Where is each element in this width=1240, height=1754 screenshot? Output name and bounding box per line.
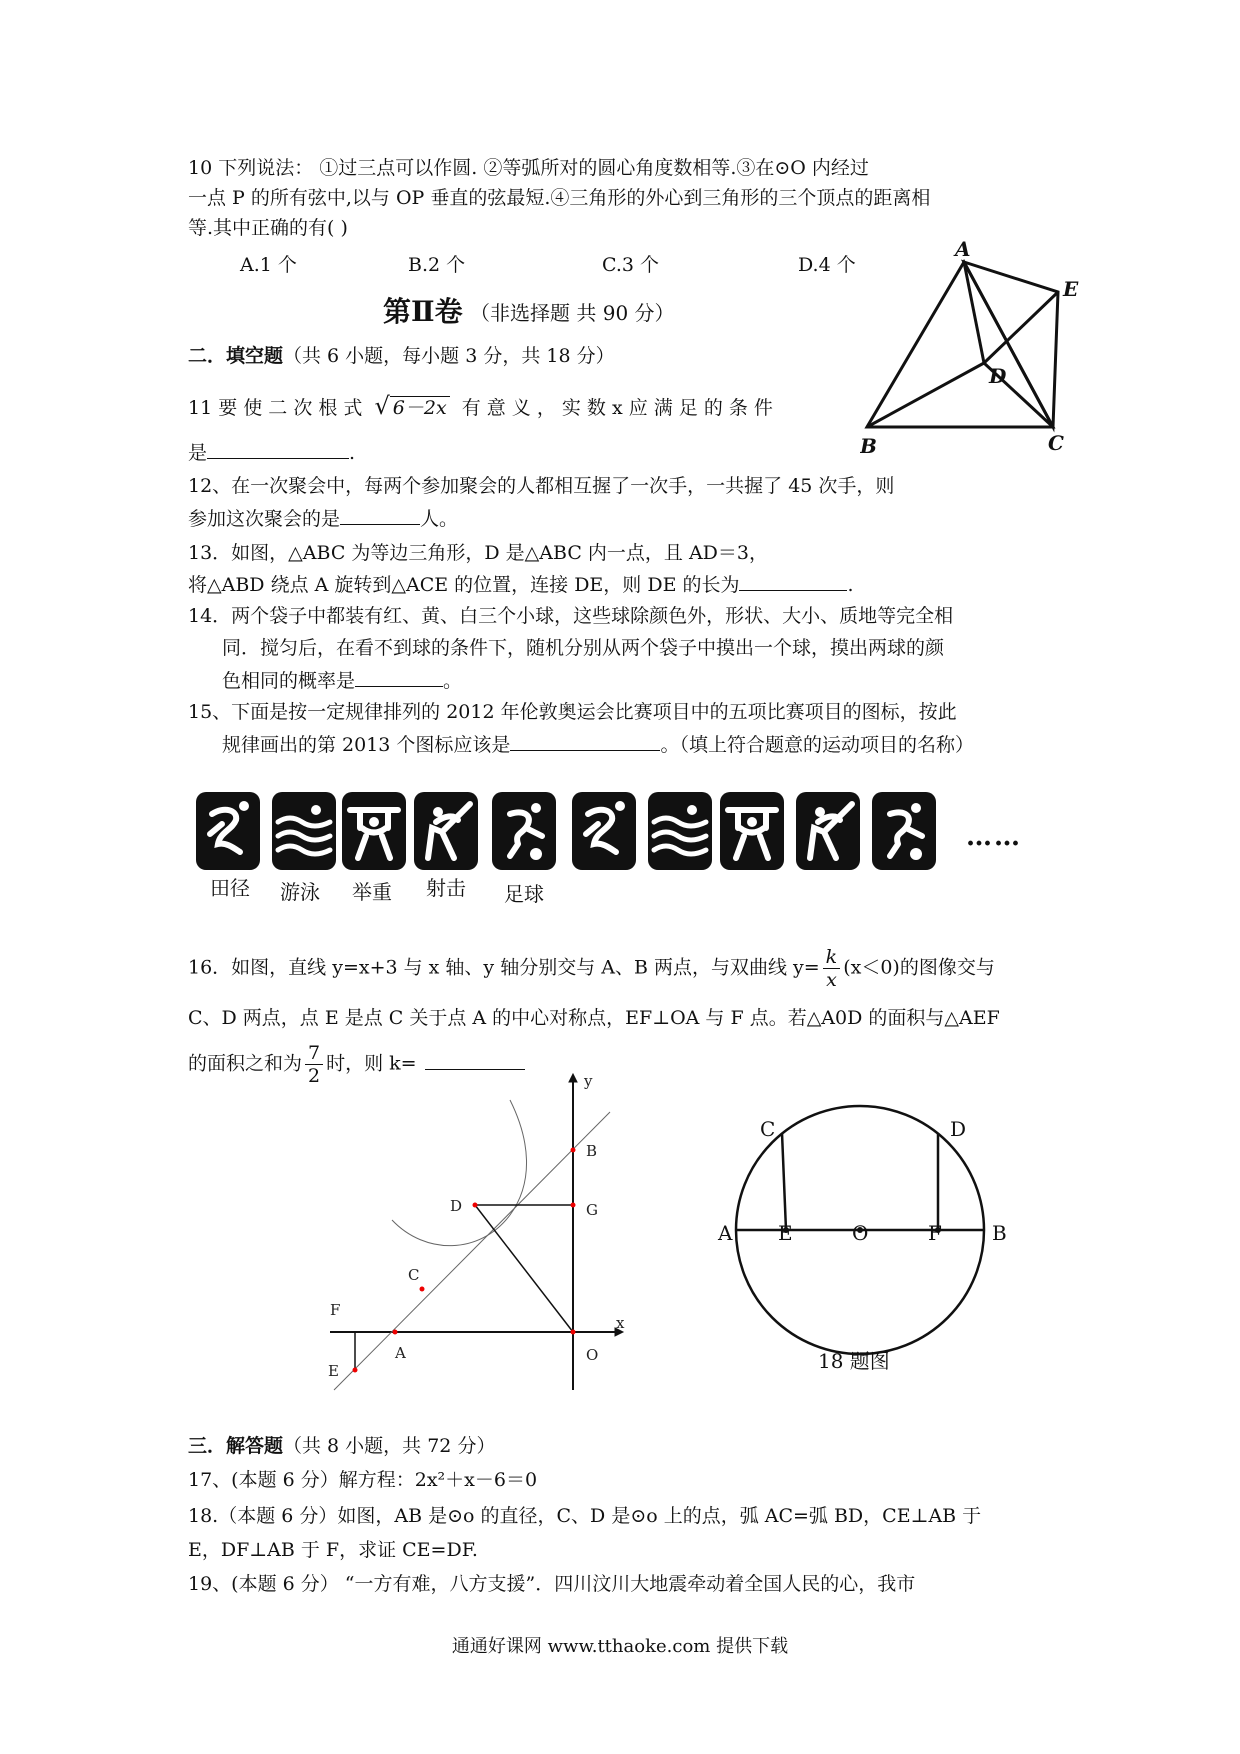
q12-line2-b: 人。	[420, 508, 459, 530]
q10-option-d: D.4 个	[798, 254, 856, 276]
segment-do	[475, 1205, 573, 1332]
q14-line-3	[222, 666, 462, 695]
q18-line-2: E，DF⊥AB 于 F，求证 CE=DF.	[188, 1539, 478, 1561]
fig13-label-d: D	[989, 364, 1007, 388]
swimming-icon	[272, 792, 336, 870]
q12-line-2	[188, 504, 458, 533]
point-c	[420, 1287, 425, 1292]
fig13-label-e: E	[1063, 277, 1079, 301]
q18-line-1: 18.（本题 6 分）如图，AB 是⊙o 的直径，C、D 是⊙o 上的点，弧 AC=弧 BD，CE⊥AB 于	[188, 1505, 982, 1527]
figure-18	[710, 1100, 1020, 1400]
q11-radical: √ 6－2x	[374, 392, 449, 422]
q15-line2-a: 规律画出的第 2013 个图标应该是	[222, 734, 511, 756]
answer-section-heading	[188, 1432, 495, 1460]
fig16-label-e: E	[328, 1362, 339, 1380]
q11-end: .	[349, 442, 356, 464]
q13-answer-blank[interactable]	[739, 570, 847, 591]
q10-line-2: 一点 P 的所有弦中,以与 OP 垂直的弦最短.④三角形的外心到三角形的三个顶点的距离相	[188, 187, 931, 209]
q14-answer-blank[interactable]	[355, 666, 443, 687]
fig18-label-o: O	[852, 1221, 869, 1245]
q12-line-1: 12、在一次聚会中，每两个参加聚会的人都相互握了一次手，一共握了 45 次手，则	[188, 475, 895, 497]
q16-fraction-k-over-x	[823, 946, 841, 991]
label-weightlifting: 举重	[352, 880, 392, 904]
q11-text-a: 11 要 使 二 次 根 式	[188, 397, 363, 419]
triangle-ace	[964, 262, 1058, 427]
q13-line2-a: 将△ABD 绕点 A 旋转到△ACE 的位置，连接 DE，则 DE 的长为	[188, 574, 740, 596]
q14-line3-a: 色相同的概率是	[222, 670, 356, 692]
q11-radicand: 6－2x	[390, 396, 450, 419]
q11-answer-blank[interactable]	[207, 438, 349, 459]
q15-line-1: 15、下面是按一定规律排列的 2012 年伦敦奥运会比赛项目中的五项比赛项目的图标，按此	[188, 701, 957, 723]
q11-line2-text: 是	[188, 442, 208, 464]
fig16-label-f: F	[330, 1301, 341, 1319]
fig18-label-e: E	[778, 1221, 793, 1245]
point-o	[571, 1330, 576, 1335]
q16-answer-blank[interactable]	[425, 1049, 525, 1070]
q15-line-2	[222, 730, 974, 759]
figure-16	[320, 1070, 650, 1400]
fill-section-heading	[188, 342, 615, 370]
q16-line1-a: 16．如图，直线 y=x+3 与 x 轴、y 轴分别交与 A、B 两点，与双曲线 y=	[188, 956, 820, 979]
fig13-label-c: C	[1048, 431, 1064, 455]
segment-de	[984, 292, 1058, 363]
fig18-label-f: F	[928, 1221, 942, 1245]
q16-line3-a: 的面积之和为	[188, 1052, 303, 1075]
page-footer: 通通好课网 www.tthaoke.com 提供下载	[451, 1636, 789, 1657]
football-icon-2	[872, 792, 936, 870]
point-d	[473, 1203, 478, 1208]
q13-line-1: 13．如图，△ABC 为等边三角形，D 是△ABC 内一点，且 AD＝3，	[188, 542, 768, 564]
q16-line-2: C、D 两点，点 E 是点 C 关于点 A 的中心对称点，EF⊥OA 与 F 点。若△A0D 的面积与△AEF	[188, 1007, 1000, 1029]
q16-frac2-num: 7	[305, 1042, 323, 1065]
fig16-label-g: G	[586, 1201, 598, 1219]
section2-subtitle: （非选择题 共 90 分）	[470, 301, 675, 325]
q16-line1-b: (x＜0)的图像交与	[843, 956, 995, 979]
shooting-icon-2	[796, 792, 860, 870]
fig16-label-x: x	[616, 1314, 625, 1332]
q16-frac-den: x	[826, 969, 837, 991]
section3-heading: 三．解答题	[188, 1435, 284, 1457]
swimming-icon-2	[648, 792, 712, 870]
y-axis-arrow	[569, 1074, 577, 1082]
q16-line-1	[188, 946, 995, 991]
q16-frac2-den: 2	[308, 1065, 321, 1087]
fig13-label-a: A	[955, 240, 971, 261]
q12-line2-a: 参加这次聚会的是	[188, 508, 341, 530]
q14-line3-b: 。	[443, 670, 463, 692]
q10-option-c: C.3 个	[602, 254, 660, 276]
q10-line-3: 等.其中正确的有( )	[188, 217, 348, 239]
football-icon	[492, 792, 556, 870]
line-y-x-plus-3	[334, 1112, 610, 1390]
q11-line-2	[188, 438, 355, 467]
q14-line-2: 同．搅匀后，在看不到球的条件下，随机分别从两个袋子中摸出一个球，摸出两球的颜	[222, 637, 945, 659]
q11-text-b: 有 意 义 ， 实 数 x 应 满 足 的 条 件	[461, 397, 773, 419]
segment-ad	[964, 262, 984, 363]
fig18-label-b: B	[992, 1221, 1007, 1245]
segment-ce	[782, 1133, 786, 1230]
fig13-label-b: B	[860, 434, 877, 458]
weightlifting-icon	[342, 792, 406, 870]
fill-note: （共 6 小题，每小题 3 分，共 18 分）	[283, 345, 615, 367]
q19-line-1: 19、(本题 6 分） “一方有难，八方支援”．四川汶川大地震牵动着全国人民的心，我市	[188, 1573, 916, 1595]
q10-line-1: 10 下列说法： ①过三点可以作圆. ②等弧所对的圆心角度数相等.③在⊙O 内经过	[188, 157, 869, 179]
fig18-label-c: C	[760, 1117, 776, 1141]
hyperbola-branch	[392, 1100, 527, 1246]
fill-heading: 二．填空题	[188, 345, 284, 367]
q14-line-1: 14．两个袋子中都装有红、黄、白三个小球，这些球除颜色外，形状、大小、质地等完全相	[188, 605, 954, 627]
q10-option-a: A.1 个	[240, 254, 297, 276]
q15-answer-blank[interactable]	[510, 730, 660, 751]
fig16-label-o: O	[586, 1346, 599, 1364]
q17-text: 17、(本题 6 分）解方程：2x²＋x－6＝0	[188, 1469, 538, 1491]
point-a	[393, 1330, 398, 1335]
q11-line-1	[188, 392, 773, 422]
fig18-label-a: A	[718, 1221, 733, 1245]
running-icon-2	[572, 792, 636, 870]
label-shooting: 射击	[426, 876, 466, 900]
shooting-icon	[414, 792, 478, 870]
q15-line2-b: 。（填上符合题意的运动项目的名称）	[660, 734, 974, 756]
point-e	[353, 1368, 358, 1373]
fig16-label-c: C	[408, 1266, 420, 1284]
fig16-label-b: B	[586, 1142, 598, 1160]
q16-frac-num: k	[823, 946, 841, 969]
weightlifting-icon-2	[720, 792, 784, 870]
fig18-caption: 18 题图	[818, 1349, 890, 1373]
fig16-label-y: y	[584, 1072, 593, 1090]
fig16-label-a: A	[395, 1344, 406, 1362]
point-b	[571, 1148, 576, 1153]
figure-13	[860, 240, 1100, 460]
fig18-label-d: D	[950, 1117, 967, 1141]
running-icon	[196, 792, 260, 870]
section2-title: 第Ⅱ卷	[383, 295, 463, 328]
point-g	[571, 1203, 576, 1208]
icon-sequence-ellipsis: ……	[966, 822, 1022, 852]
section3-note: （共 8 小题，共 72 分）	[283, 1435, 496, 1457]
q10-option-b: B.2 个	[408, 254, 466, 276]
q13-line2-b: .	[847, 574, 854, 596]
label-running: 田径	[210, 876, 250, 900]
label-swimming: 游泳	[280, 880, 320, 904]
q13-line-2	[188, 570, 854, 599]
label-football: 足球	[504, 882, 544, 906]
q16-line3-b: 时，则 k=	[326, 1052, 417, 1075]
fig16-label-d: D	[450, 1197, 463, 1215]
q12-answer-blank[interactable]	[340, 504, 420, 525]
